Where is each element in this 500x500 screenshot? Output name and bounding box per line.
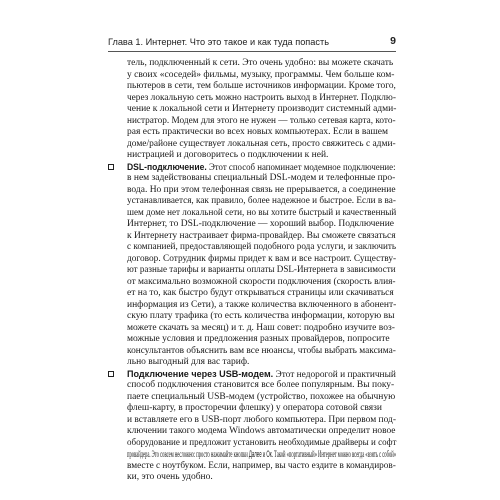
text-line: можные условия и предложения разных провайдеров, попросите [127, 334, 390, 344]
chapter-title: Глава 1. Интернет. Что это такое и как туда попасть [108, 37, 329, 47]
text-line: пьютеров в сети, тем больше источников информации. Кроме того, [127, 81, 396, 91]
checkbox-bullet-icon [108, 371, 114, 377]
text-line: доме/районе существует локальная сеть, просто свяжитесь с адми- [127, 138, 396, 149]
text-line: ет на то, как быстро будут открываться страницы или скачиваться [127, 288, 394, 298]
text-span: Этот способ напоминает модемное подключение: [206, 162, 396, 173]
text-line: вместе с ноутбуком. Если, например, вы часто ездите в командиров- [127, 460, 396, 471]
text-line: ключении такого модема Windows автоматически определит новое [127, 426, 396, 436]
term-dsl: DSL-подключение. [127, 161, 207, 172]
text-line: через локальную сеть можно настроить выход в Интернет. Подклю- [127, 92, 396, 103]
text-line: информация из Сети), а также количества включенного в абонент- [127, 299, 397, 310]
text-line: с компанией, предоставляющей подобного рода услуги, и заключить [127, 242, 397, 252]
text-span: провайдера. Это совсем несложно: просто нажимайте кнопки [127, 450, 249, 460]
text-line: оборудование и предложит установить необходимые драйверы и софт [127, 437, 397, 448]
bullet-first-line [108, 162, 396, 174]
text-line: паете специальный USB-модем (устройство, похожее на обычную [127, 391, 396, 402]
text-line: льно выгодный для вас тариф. [127, 357, 250, 367]
text-line: к Интернету настраивает фирма-провайдер. Вы сможете связаться [127, 230, 396, 241]
text-line: рая есть практически во всех новых компьютерах. Если в вашем [127, 127, 389, 137]
text-span: Этот недорогой и практичный [273, 369, 396, 380]
ui-term-next-button: Далее [248, 449, 262, 459]
checkbox-bullet-icon [108, 164, 114, 170]
text-line: от максимально возможной скорости подключения (скорость влия- [127, 276, 396, 287]
text-line: тель, подключенный к сети. Это очень удобно: вы можете скачать [127, 58, 394, 68]
text-line: договор. Сотрудник фирмы придет к вам и все настроит. Существу- [127, 253, 397, 264]
header-rule [108, 51, 396, 52]
text-line: устанавливается, как правило, более надежное и быстрое. Если в ва- [127, 196, 396, 206]
text-line: нистратор. Модем для этого не нужен — только сетевая карта, кото- [127, 115, 396, 126]
ui-term-ok-button: Ок [266, 449, 272, 459]
bullet-first-line [108, 369, 396, 381]
text-line: флеш-карту, в просторечии флешку) у оператора сотовой связи [127, 403, 382, 413]
text-line: у своих «соседей» фильмы, музыку, программы. Чем больше ком- [127, 69, 395, 80]
text-span: . Такой «портативный» Интернет можно всегда «взять с собой» [271, 450, 397, 460]
text-line: ки, это очень удобно. [127, 472, 213, 482]
paragraph-local-network [108, 58, 396, 162]
text-line: нистрацией и договоритесь о подключении к ней. [127, 150, 329, 160]
text-span: и [261, 450, 267, 460]
text-line: и вставляете его в USB-порт любого компьютера. При первом под- [127, 414, 396, 425]
page-number: 9 [390, 35, 396, 47]
text-line: консультантов объяснить вам все нюансы, чтобы выбрать максима- [127, 345, 396, 356]
text-line-with-buttons [108, 449, 396, 461]
bullet-dsl [108, 162, 396, 369]
text-line: шем доме нет локальной сети, но вы хотите быстрый и качественный [127, 207, 397, 218]
text-line: скую плату трафика (то есть количества информации, которую вы [127, 311, 395, 321]
running-header [108, 36, 396, 50]
term-usb-modem: Подключение через USB-модем. [127, 368, 274, 379]
text-line: Интернет, то DSL-подключение — хороший выбор. Подключение [127, 219, 395, 229]
text-line: можете скачать за месяц) и т. д. Наш совет: подробно изучите воз- [127, 322, 395, 333]
page-body [108, 58, 396, 484]
bullet-usb [108, 369, 396, 484]
text-line: способ подключения становится все более популярным. Вы поку- [127, 380, 395, 390]
text-line: вода. Но при этом телефонная связь не прерывается, а соединение [127, 184, 396, 195]
text-line: ют разные тарифы и варианты оплаты DSL-Интернета в зависимости [127, 265, 396, 275]
text-line: в нем задействованы специальный DSL-модем и телефонные про- [127, 173, 396, 183]
text-line: чение к локальной сети и Интернету производит системный адми- [127, 104, 397, 114]
